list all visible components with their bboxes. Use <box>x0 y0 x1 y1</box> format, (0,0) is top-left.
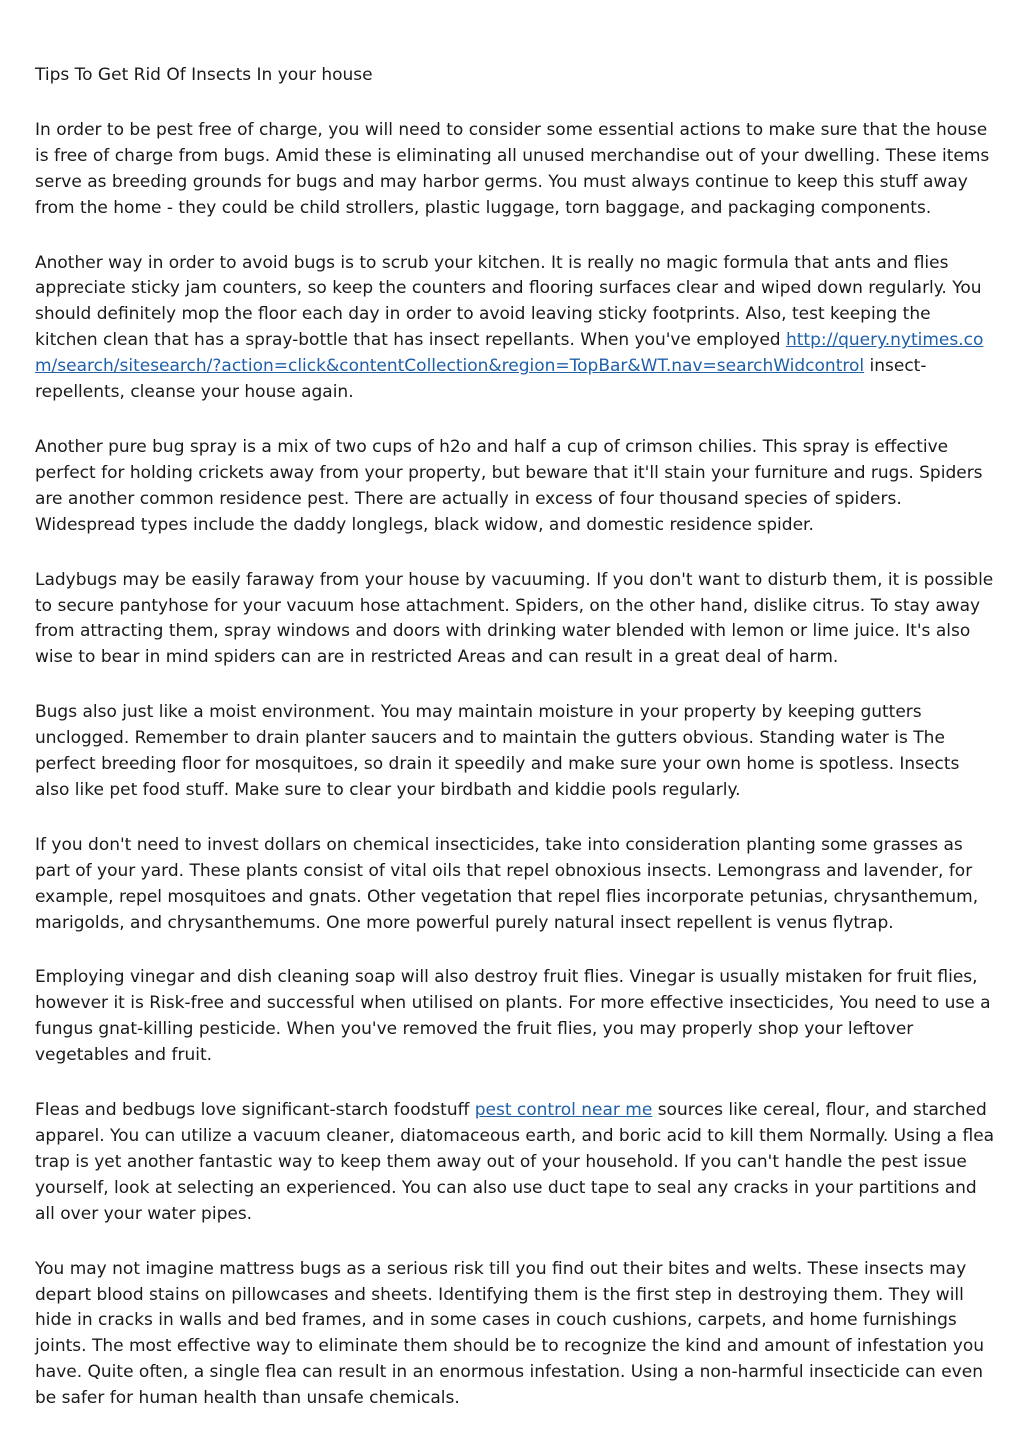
pest-control-near-me-link[interactable]: pest control near me <box>474 1100 653 1121</box>
document-title: Tips To Get Rid Of Insects In your house <box>35 65 373 85</box>
paragraph-2-text-after: insect-repellents, cleanse your house again. <box>35 356 927 403</box>
paragraph-1: In order to be pest free of charge, you will need to consider some essential actions to make sure that the house is free of charge from bugs. Amid these is eliminating all unused merchandise out of your dwelling. These items serve as breeding grounds for bugs and may harbor germs. You must always continue to keep this stuff away from the home - they could be child strollers, plastic luggage, torn baggage, and packaging components. <box>35 119 990 218</box>
paragraph-9: You may not imagine mattress bugs as a serious risk till you find out their bites and welts. These insects may depart blood stains on pillowcases and sheets. Identifying them is the first step in destroying them. They will hide in cracks in walls and bed frames, and in some cases in couch cushions, carpets, and home furnishings joints. The most effective way to eliminate them should be to recognize the kind and amount of infestation you have. Quite often, a single flea can result in an enormous infestation. Using a non-harmful insecticide can even be safer for human health than unsafe chemicals. <box>35 1258 985 1409</box>
paragraph-2 <box>35 251 995 406</box>
paragraph-6: If you don't need to invest dollars on chemical insecticides, take into consideration planting some grasses as part of your yard. These plants consist of vital oils that repel obnoxious insects. Lemongrass and lavender, for example, repel mosquitoes and gnats. Other vegetation that repel flies incorporate petunias, chrysanthemum, marigolds, and chrysanthemums. One more powerful purely natural insect repellent is venus flytrap. <box>35 834 979 933</box>
document-page <box>35 63 995 1412</box>
paragraph-8 <box>35 1098 995 1228</box>
paragraph-5: Bugs also just like a moist environment. You may maintain moisture in your property by keeping gutters unclogged. Remember to drain planter saucers and to maintain the gutters obvious. Standing water is The perfect breeding floor for mosquitoes, so drain it speedily and make sure your own home is spotless. Insects also like pet food stuff. Make sure to clear your birdbath and kiddie pools regularly. <box>35 702 960 800</box>
paragraph-4: Ladybugs may be easily faraway from your house by vacuuming. If you don't want to disturb them, it is possible to secure pantyhose for your vacuum hose attachment. Spiders, on the other hand, dislike citrus. To stay away from attracting them, spray windows and doors with drinking water blended with lemon or lime juice. It's also wise to bear in mind spiders can are in restricted Areas and can result in a great deal of harm. <box>35 569 994 668</box>
paragraph-8-text-before: Fleas and bedbugs love significant-starch foodstuff <box>35 1100 475 1121</box>
paragraph-2-text-before: Another way in order to avoid bugs is to scrub your kitchen. It is really no magic formula that ants and flies appreciate sticky jam counters, so keep the counters and flooring surfaces clear and wiped down regularly. You should definitely mop the floor each day in order to avoid leaving sticky footprints. Also, test keeping the kitchen clean that has a spray-bottle that has insect repellants. When you've employed <box>35 252 982 351</box>
paragraph-8-text-after: sources like cereal, flour, and starched apparel. You can utilize a vacuum cleaner, diatomaceous earth, and boric acid to kill them Normally. Using a flea trap is yet another fantastic way to keep them away out of your household. If you can't handle the pest issue yourself, look at selecting an experienced. You can also use duct tape to seal any cracks in your partitions and all over your water pipes. <box>35 1100 995 1224</box>
paragraph-7: Employing vinegar and dish cleaning soap will also destroy fruit flies. Vinegar is usually mistaken for fruit flies, however it is Risk-free and successful when utilised on plants. For more effective insecticides, You need to use a fungus gnat-killing pesticide. When you've removed the fruit flies, you may properly shop your leftover vegetables and fruit. <box>35 967 991 1066</box>
nytimes-search-link[interactable]: http://query.nytimes.com/search/sitesearch/?action=click&contentCollection&region=TopBar&WT.nav=searchWidcontrol <box>35 330 984 377</box>
paragraph-3: Another pure bug spray is a mix of two cups of h2o and half a cup of crimson chilies. This spray is effective perfect for holding crickets away from your property, but beware that it'll stain your furniture and rugs. Spiders are another common residence pest. There are actually in excess of four thousand species of spiders. Widespread types include the daddy longlegs, black widow, and domestic residence spider. <box>35 436 983 535</box>
